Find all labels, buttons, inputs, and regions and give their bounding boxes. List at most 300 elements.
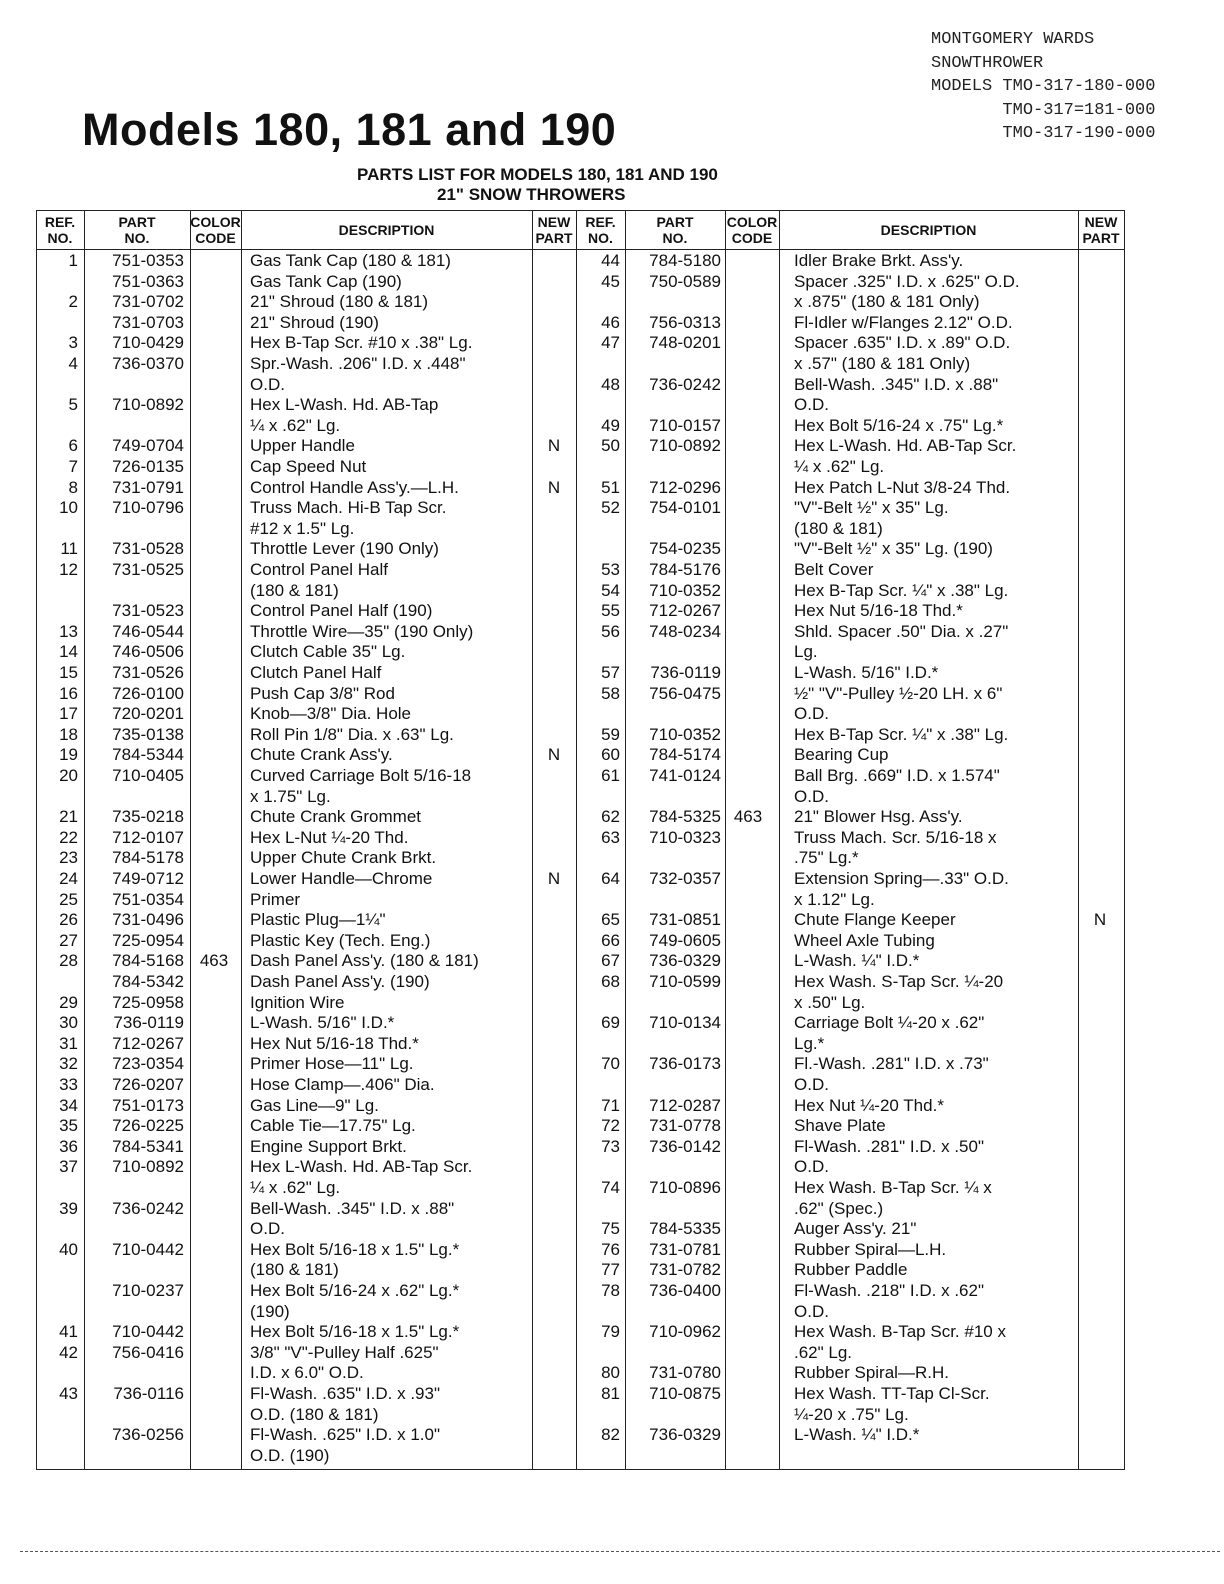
part-number: 784-5176: [649, 560, 721, 579]
part-number: 754-0235: [649, 539, 721, 559]
ref-number: 45: [601, 271, 620, 291]
table-row: [36, 1178, 1125, 1199]
part-number: 725-0954: [112, 930, 184, 950]
description: 3/8" "V"-Pulley Half .625": [250, 1342, 439, 1362]
part-number: 750-0589: [649, 271, 721, 291]
part-number: 756-0416: [112, 1342, 184, 1362]
description: Carriage Bolt ¼-20 x .62": [794, 1013, 985, 1033]
table-row: [36, 1013, 1125, 1034]
part-number: 710-0892: [649, 436, 721, 456]
description: 21" Blower Hsg. Ass'y.: [794, 807, 963, 827]
table-row: [36, 1219, 1125, 1240]
description: O.D.: [794, 1075, 829, 1094]
ref-number: 67: [601, 951, 620, 971]
description: O.D.: [250, 1219, 285, 1239]
part-number: 731-0781: [649, 1239, 721, 1259]
header-new-right: NEW PART: [1082, 214, 1120, 246]
corner-line: TMO-317-190-000: [931, 124, 1156, 143]
parts-list-subheading: 21" SNOW THROWERS: [437, 185, 626, 204]
part-number: 736-0329: [649, 951, 721, 971]
description: Upper Handle: [250, 436, 355, 456]
part-number: 746-0506: [112, 642, 184, 662]
description: Engine Support Brkt.: [250, 1136, 407, 1156]
description: Dash Panel Ass'y. (180 & 181): [250, 951, 479, 971]
description: Hex Bolt 5/16-24 x .75" Lg.*: [794, 415, 1004, 435]
part-number: 736-0400: [649, 1281, 721, 1300]
part-number: 784-5325: [649, 807, 721, 827]
description: ¼ x .62" Lg.: [250, 415, 341, 435]
part-number: 784-5174: [649, 745, 721, 765]
header-ref-left: REF. NO.: [44, 214, 76, 246]
part-number: 731-0496: [112, 910, 184, 930]
new-part-flag: N: [547, 436, 561, 456]
ref-number: 31: [59, 1033, 78, 1053]
description: Fl-Idler w/Flanges 2.12" O.D.: [794, 312, 1013, 332]
part-number: 749-0704: [112, 436, 184, 456]
part-number: 736-0242: [649, 374, 721, 394]
ref-number: 64: [601, 869, 620, 888]
ref-number: 19: [59, 745, 78, 765]
ref-number: 56: [601, 621, 620, 641]
ref-number: 35: [59, 1116, 78, 1136]
ref-number: 36: [59, 1136, 78, 1156]
description: Rubber Spiral—R.H.: [794, 1363, 949, 1383]
ref-number: 49: [601, 415, 620, 435]
table-row: [36, 972, 1125, 993]
table-row: [36, 333, 1125, 354]
description: Fl-Wash. .218" I.D. x .62": [794, 1281, 984, 1300]
description: Rubber Spiral—L.H.: [794, 1239, 947, 1259]
table-row: [36, 478, 1125, 499]
table-row: [36, 1302, 1125, 1323]
description: Rubber Paddle: [794, 1260, 908, 1280]
ref-number: 73: [601, 1136, 620, 1156]
ref-number: 20: [59, 766, 78, 785]
ref-number: 4: [68, 354, 78, 373]
part-number: 710-0599: [649, 972, 721, 991]
ref-number: 11: [60, 539, 78, 559]
description: Primer Hose—11" Lg.: [250, 1054, 414, 1074]
table-row: [36, 560, 1125, 581]
header-new-left: NEW PART: [535, 214, 573, 246]
new-part-flag: N: [1093, 910, 1107, 930]
description: Gas Line—9" Lg.: [250, 1095, 379, 1115]
description: Fl-Wash. .281" I.D. x .50": [794, 1136, 984, 1156]
description: Control Panel Half: [250, 560, 388, 579]
description: (190): [250, 1301, 290, 1321]
table-row: [36, 910, 1125, 931]
description: O.D.: [250, 374, 285, 394]
ref-number: 22: [59, 827, 78, 847]
part-number: 731-0782: [649, 1260, 721, 1280]
description: ¼-20 x .75" Lg.: [794, 1404, 909, 1424]
part-number: 712-0267: [112, 1033, 184, 1053]
ref-number: 50: [601, 436, 620, 456]
part-number: 710-0896: [649, 1178, 721, 1197]
ref-number: 14: [59, 642, 78, 662]
model-reference-block: [931, 28, 1155, 146]
part-number: 726-0100: [112, 683, 184, 703]
description: x .50" Lg.: [794, 992, 866, 1012]
table-row: [36, 581, 1125, 602]
part-number: 756-0313: [649, 312, 721, 332]
ref-number: 10: [59, 498, 78, 518]
description: Shave Plate: [794, 1116, 886, 1136]
part-number: 712-0287: [649, 1095, 721, 1115]
table-row: [36, 436, 1125, 457]
ref-number: 30: [59, 1013, 78, 1033]
description: ¼ x .62" Lg.: [250, 1178, 341, 1197]
part-number: 751-0173: [112, 1095, 184, 1115]
description: Bell-Wash. .345" I.D. x .88": [794, 374, 999, 394]
ref-number: 21: [59, 807, 78, 827]
description: Hex Wash. TT-Tap Cl-Scr.: [794, 1384, 990, 1403]
table-row: [36, 1116, 1125, 1137]
part-number: 710-0352: [649, 724, 721, 744]
ref-number: 42: [59, 1342, 78, 1362]
description: Throttle Wire—35" (190 Only): [250, 621, 474, 641]
description: L-Wash. 5/16" I.D.*: [794, 663, 939, 682]
ref-number: 72: [601, 1116, 620, 1136]
description: Plastic Plug—1¼": [250, 910, 386, 930]
description: Hex Bolt 5/16-24 x .62" Lg.*: [250, 1281, 460, 1300]
ref-number: 74: [601, 1178, 620, 1197]
description: x .57" (180 & 181 Only): [794, 354, 971, 373]
description: x 1.12" Lg.: [794, 889, 875, 909]
part-number: 736-0256: [112, 1425, 184, 1445]
part-number: 749-0712: [112, 869, 184, 888]
ref-number: 40: [59, 1239, 78, 1259]
part-number: 736-0142: [649, 1136, 721, 1156]
description: Clutch Panel Half: [250, 663, 382, 682]
description: O.D. (180 & 181): [250, 1404, 379, 1424]
description: Lg.*: [794, 1033, 825, 1053]
part-number: 735-0138: [112, 724, 184, 744]
header-color-left: COLOR CODE: [190, 214, 241, 246]
table-row: [36, 869, 1125, 890]
ref-number: 25: [59, 889, 78, 909]
description: Fl.-Wash. .281" I.D. x .73": [794, 1054, 989, 1074]
part-number: 723-0354: [112, 1054, 184, 1074]
table-row: [36, 251, 1125, 272]
table-row: [36, 951, 1125, 972]
part-number: 731-0525: [112, 560, 184, 579]
description: 21" Shroud (190): [250, 312, 379, 332]
ref-number: 26: [59, 910, 78, 930]
ref-number: 3: [68, 333, 78, 353]
description: (180 & 181): [794, 518, 883, 538]
table-row: [36, 1096, 1125, 1117]
ref-number: 43: [59, 1384, 78, 1403]
table-row: [36, 1137, 1125, 1158]
description: .62" Lg.: [794, 1342, 853, 1362]
description: Hex Bolt 5/16-18 x 1.5" Lg.*: [250, 1239, 460, 1259]
part-number: 731-0523: [112, 601, 184, 621]
description: L-Wash. ¼" I.D.*: [794, 1425, 920, 1445]
description: Gas Tank Cap (180 & 181): [250, 251, 451, 270]
table-row: [36, 1322, 1125, 1343]
ref-number: 53: [601, 560, 620, 579]
table-row: [36, 519, 1125, 540]
table-row: [36, 787, 1125, 808]
description: Control Handle Ass'y.—L.H.: [250, 477, 459, 497]
description: Shld. Spacer .50" Dia. x .27": [794, 621, 1009, 641]
ref-number: 1: [68, 251, 78, 270]
description: 21" Shroud (180 & 181): [250, 292, 429, 312]
ref-number: 78: [601, 1281, 620, 1300]
ref-number: 41: [59, 1322, 78, 1342]
color-code: 463: [733, 807, 763, 827]
description: Truss Mach. Scr. 5/16-18 x: [794, 827, 997, 847]
description: Hex L-Wash. Hd. AB-Tap Scr.: [794, 436, 1017, 456]
corner-line: TMO-317=181-000: [931, 100, 1156, 120]
ref-number: 24: [59, 869, 78, 888]
page-footer-rule: [20, 1551, 1220, 1552]
part-number: 710-0962: [649, 1322, 721, 1342]
description: (180 & 181): [250, 1260, 339, 1280]
ref-number: 58: [601, 683, 620, 703]
ref-number: 23: [59, 848, 78, 868]
description: Hex Nut 5/16-18 Thd.*: [794, 601, 963, 621]
description: (180 & 181): [250, 580, 339, 600]
table-row: [36, 1034, 1125, 1055]
description: Ball Brg. .669" I.D. x 1.574": [794, 766, 1000, 785]
ref-number: 15: [59, 663, 78, 682]
table-row: [36, 1199, 1125, 1220]
part-number: 731-0703: [112, 312, 184, 332]
part-number: 784-5335: [649, 1219, 721, 1239]
description: I.D. x 6.0" O.D.: [250, 1363, 364, 1383]
part-number: 712-0296: [649, 477, 721, 497]
part-number: 732-0357: [649, 869, 721, 888]
table-row: [36, 1281, 1125, 1302]
description: Chute Flange Keeper: [794, 910, 956, 930]
ref-number: 48: [601, 374, 620, 394]
color-code: 463: [199, 951, 229, 971]
part-number: 726-0225: [112, 1116, 184, 1136]
ref-number: 17: [59, 704, 78, 724]
description: Spr.-Wash. .206" I.D. x .448": [250, 354, 466, 373]
parts-table: [36, 210, 1125, 1470]
description: Clutch Cable 35" Lg.: [250, 642, 406, 662]
description: x 1.75" Lg.: [250, 786, 331, 806]
part-number: 731-0526: [112, 663, 184, 682]
ref-number: 8: [68, 477, 78, 497]
new-part-flag: N: [547, 745, 561, 765]
description: Knob—3/8" Dia. Hole: [250, 704, 412, 724]
ref-number: 6: [68, 436, 78, 456]
part-number: 756-0475: [649, 683, 721, 703]
description: Upper Chute Crank Brkt.: [250, 848, 437, 868]
part-number: 784-5168: [112, 951, 184, 971]
table-row: [36, 704, 1125, 725]
ref-number: 18: [59, 724, 78, 744]
part-number: 710-0892: [112, 1157, 184, 1177]
description: "V"-Belt ½" x 35" Lg. (190): [794, 539, 993, 559]
part-number: 736-0173: [649, 1054, 721, 1074]
ref-number: 2: [68, 292, 78, 312]
description: L-Wash. ¼" I.D.*: [794, 951, 920, 971]
ref-number: 63: [601, 827, 620, 847]
description: O.D.: [794, 1157, 829, 1177]
description: Spacer .325" I.D. x .625" O.D.: [794, 271, 1020, 291]
part-number: 748-0234: [649, 621, 721, 641]
description: Hex Wash. B-Tap Scr. ¼ x: [794, 1178, 992, 1197]
corner-line: MODELS TMO-317-180-000: [931, 77, 1156, 96]
description: ¼ x .62" Lg.: [794, 457, 885, 476]
part-number: 720-0201: [112, 704, 184, 724]
table-row: [36, 416, 1125, 437]
description: Idler Brake Brkt. Ass'y.: [794, 251, 964, 270]
ref-number: 39: [59, 1198, 78, 1218]
ref-number: 16: [59, 683, 78, 703]
ref-number: 77: [601, 1260, 620, 1280]
header-ref-right: REF. NO.: [585, 214, 616, 246]
description: Hex Patch L-Nut 3/8-24 Thd.: [794, 477, 1011, 497]
ref-number: 80: [601, 1363, 620, 1383]
part-number: 754-0101: [649, 498, 721, 518]
ref-number: 75: [601, 1219, 620, 1239]
table-row: [36, 828, 1125, 849]
table-row: [36, 539, 1125, 560]
description: O.D.: [794, 704, 829, 724]
table-row: [36, 663, 1125, 684]
ref-number: 59: [601, 724, 620, 744]
table-row: [36, 1384, 1125, 1405]
table-row: [36, 395, 1125, 416]
table-row: [36, 642, 1125, 663]
part-number: 710-0157: [649, 415, 721, 435]
part-number: 784-5342: [112, 972, 184, 991]
part-number: 736-0329: [649, 1425, 721, 1445]
ref-number: 32: [59, 1054, 78, 1074]
parts-list-heading: PARTS LIST FOR MODELS 180, 181 AND 190: [357, 165, 718, 184]
part-number: 710-0134: [649, 1013, 721, 1033]
part-number: 726-0207: [112, 1075, 184, 1094]
description: Cap Speed Nut: [250, 457, 367, 476]
table-row: [36, 807, 1125, 828]
ref-number: 82: [601, 1425, 620, 1445]
part-number: 725-0958: [112, 992, 184, 1012]
description: Bell-Wash. .345" I.D. x .88": [250, 1198, 455, 1218]
part-number: 748-0201: [649, 333, 721, 353]
description: Truss Mach. Hi-B Tap Scr.: [250, 498, 447, 518]
header-part-right: PART NO.: [656, 214, 694, 246]
ref-number: 37: [59, 1157, 78, 1177]
part-number: 710-0352: [649, 580, 721, 600]
part-number: 736-0119: [650, 663, 721, 682]
description: Lg.: [794, 642, 818, 662]
description: Primer: [250, 889, 301, 909]
ref-number: 12: [59, 560, 78, 579]
part-number: 735-0218: [112, 807, 184, 827]
ref-number: 29: [59, 992, 78, 1012]
part-number: 784-5341: [112, 1136, 184, 1156]
description: Hex Bolt 5/16-18 x 1.5" Lg.*: [250, 1322, 460, 1342]
table-row: [36, 1054, 1125, 1075]
ref-number: 81: [601, 1384, 620, 1403]
table-row: [36, 890, 1125, 911]
description: Hex L-Wash. Hd. AB-Tap Scr.: [250, 1157, 473, 1177]
part-number: 710-0323: [649, 827, 721, 847]
part-number: 712-0107: [112, 827, 184, 847]
ref-number: 66: [601, 930, 620, 950]
ref-number: 5: [68, 395, 78, 415]
ref-number: 7: [68, 457, 78, 476]
part-number: 736-0119: [113, 1013, 184, 1033]
description: Curved Carriage Bolt 5/16-18: [250, 766, 472, 785]
description: Cable Tie—17.75" Lg.: [250, 1116, 416, 1136]
table-row: [36, 1075, 1125, 1096]
table-row: [36, 457, 1125, 478]
part-number: 710-0237: [112, 1281, 184, 1300]
description: Hex Nut 5/16-18 Thd.*: [250, 1033, 419, 1053]
table-row: [36, 1157, 1125, 1178]
table-row: [36, 745, 1125, 766]
description: O.D. (190): [250, 1445, 330, 1465]
part-number: 784-5344: [112, 745, 184, 765]
description: Fl-Wash. .625" I.D. x 1.0": [250, 1425, 440, 1445]
description: Chute Crank Grommet: [250, 807, 421, 827]
description: Dash Panel Ass'y. (190): [250, 972, 430, 991]
ref-number: 13: [59, 621, 78, 641]
description: Spacer .635" I.D. x .89" O.D.: [794, 333, 1011, 353]
ref-number: 69: [601, 1013, 620, 1033]
description: Hex L-Nut ¼-20 Thd.: [250, 827, 409, 847]
table-row: [36, 931, 1125, 952]
description: #12 x 1.5" Lg.: [250, 518, 355, 538]
part-number: 710-0405: [112, 766, 184, 785]
ref-number: 51: [601, 477, 620, 497]
description: "V"-Belt ½" x 35" Lg.: [794, 498, 949, 518]
table-row: [36, 1240, 1125, 1261]
table-row: [36, 375, 1125, 396]
description: Control Panel Half (190): [250, 601, 433, 621]
description: Lower Handle—Chrome: [250, 869, 433, 888]
description: Auger Ass'y. 21": [794, 1219, 917, 1239]
ref-number: 76: [601, 1239, 620, 1259]
description: O.D.: [794, 395, 829, 415]
description: Extension Spring—.33" O.D.: [794, 869, 1009, 888]
part-number: 731-0528: [112, 539, 184, 559]
ref-number: 60: [601, 745, 620, 765]
description: Fl-Wash. .635" I.D. x .93": [250, 1384, 440, 1403]
table-row: [36, 725, 1125, 746]
description: Hex Nut ¼-20 Thd.*: [794, 1095, 944, 1115]
description: Throttle Lever (190 Only): [250, 539, 439, 559]
ref-number: 54: [601, 580, 620, 600]
part-number: 731-0780: [649, 1363, 721, 1383]
description: Hose Clamp—.406" Dia.: [250, 1075, 435, 1094]
ref-number: 57: [601, 663, 620, 682]
part-number: 751-0363: [112, 271, 184, 291]
table-row: [36, 1363, 1125, 1384]
table-row: [36, 601, 1125, 622]
ref-number: 27: [59, 930, 78, 950]
description: Wheel Axle Tubing: [794, 930, 935, 950]
description: Hex Wash. B-Tap Scr. #10 x: [794, 1322, 1006, 1342]
table-row: [36, 1343, 1125, 1364]
description: ½" "V"-Pulley ½-20 LH. x 6": [794, 683, 1003, 703]
description: Ignition Wire: [250, 992, 345, 1012]
ref-number: 28: [59, 951, 78, 971]
part-number: 736-0370: [112, 354, 184, 373]
description: .62" (Spec.): [794, 1198, 884, 1218]
table-row: [36, 498, 1125, 519]
part-number: 741-0124: [649, 766, 721, 785]
description: .75" Lg.*: [794, 848, 859, 868]
part-number: 731-0791: [112, 477, 184, 497]
